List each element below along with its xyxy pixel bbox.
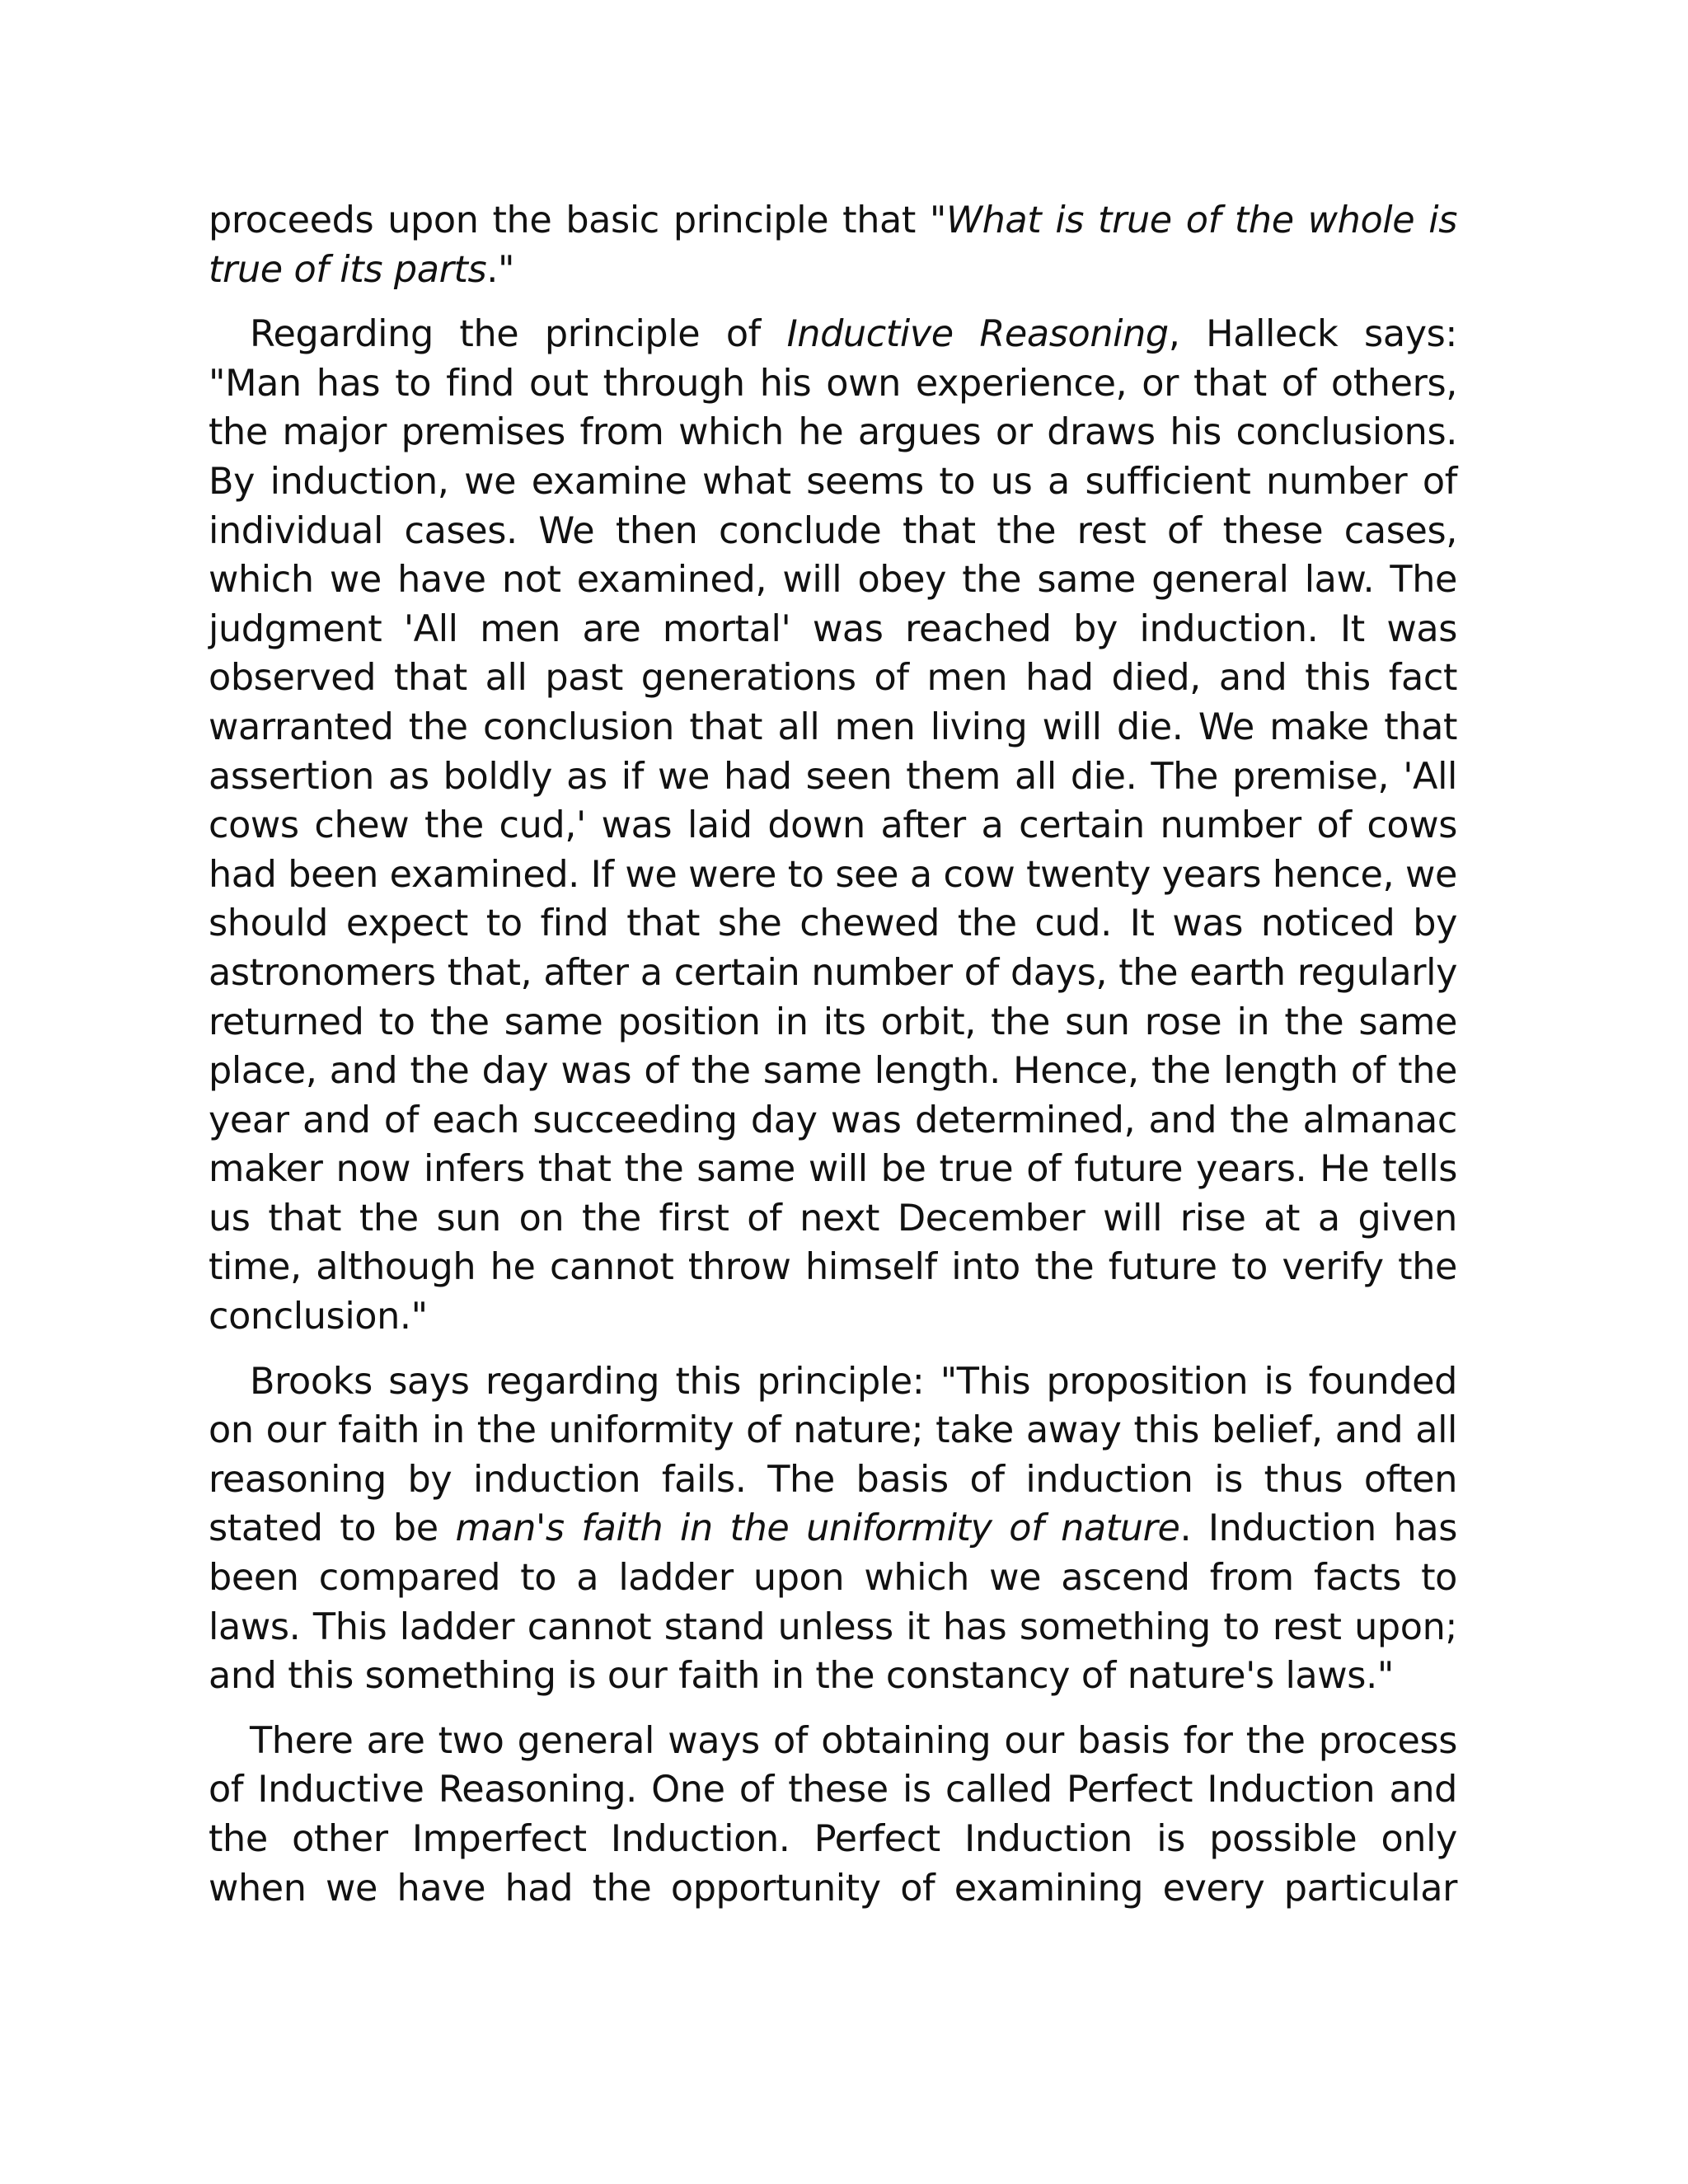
paragraph-2-text-b: , Halleck says: "Man has to find out through his own experience, or that of others, the major premises from which he argues or draws his conclusions. By induction, we examine what seems to us a sufficient number of individual cases. We then conclude that the rest of these cases, which we have not examined, will obey the same general law. The judgment 'All men are mortal' was reached by induction. It was observed that all past generations of men had died, and this fact warranted the conclusion that all men living will die. We make that assertion as boldly as if we had seen them all die. The premise, 'All cows chew the cud,' was laid down after a certain number of cows had been examined. If we were to see a cow twenty years hence, we should expect to find that she chewed the cud. It was noticed by astronomers that, after a certain number of days, the earth regularly returned to the same position in its orbit, the sun rose in the same place, and the day was of the same length. Hence, the length of the year and of each succeeding day was determined, and the almanac maker now infers that the same will be true of future years. He tells us that the sun on the first of next December will rise at a given time, although he cannot throw himself into the future to verify the conclusion." — [209, 313, 1458, 1338]
paragraph-2-italic: Inductive Reasoning — [786, 313, 1169, 356]
paragraph-1-text-b: ." — [486, 248, 515, 291]
paragraph-4 — [209, 1717, 1457, 1913]
paragraph-2-text-a: Regarding the principle of — [250, 313, 787, 356]
paragraph-4-text: There are two general ways of obtaining our basis for the process of Inductive Reasoning. One of these is called Perfect Induction and the other Imperfect Induction. Perfect Induction is possible only when we have had the opportunity of examining every particular — [209, 1719, 1457, 1910]
paragraph-1 — [209, 196, 1457, 294]
paragraph-3-text-a: Brooks says regarding this principle: "This proposition is founded on our faith in the uniformity of nature; take away this belief, and all reasoning by induction fails. The basis of induction is thus often stated to be — [209, 1360, 1457, 1550]
paragraph-3-text-b: . Induction has been compared to a ladder upon which we ascend from facts to laws. This ladder cannot stand unless it has something to rest upon; and this something is our faith in the constancy of nature's laws." — [209, 1507, 1457, 1698]
paragraph-1-italic: What is true of the whole is true of its parts — [209, 199, 1457, 291]
paragraph-3 — [209, 1357, 1457, 1701]
paragraph-1-text-a: proceeds upon the basic principle that " — [209, 199, 946, 241]
paragraph-3-italic: man's faith in the uniformity of nature — [455, 1507, 1180, 1550]
page-body — [209, 196, 1457, 1929]
paragraph-2 — [209, 310, 1457, 1341]
